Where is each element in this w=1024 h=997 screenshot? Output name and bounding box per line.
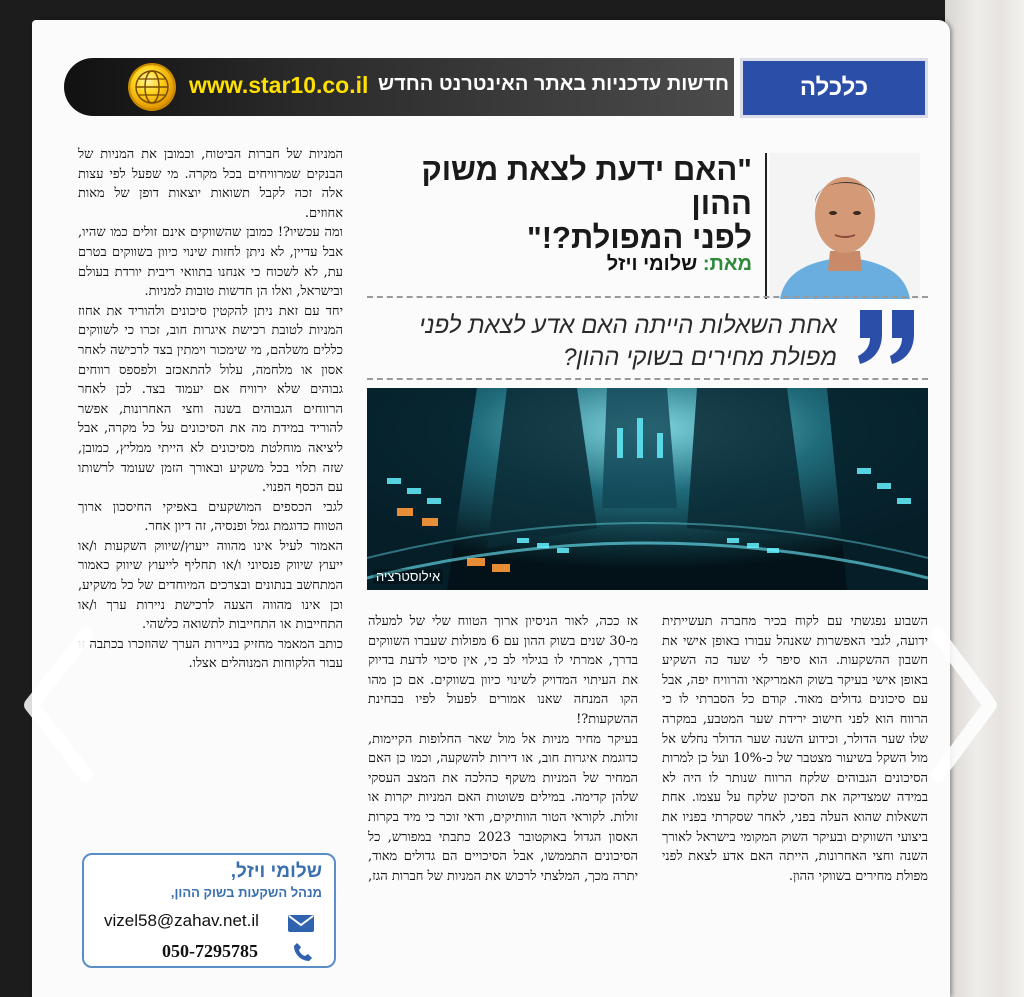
site-banner[interactable]: [64, 58, 734, 116]
envelope-icon: [288, 915, 314, 932]
phone-icon: [292, 941, 314, 963]
paragraph: לגבי הכספים המושקעים באפיקי החיסכון ארוך הטווח כדוגמת גמל ופנסיה, זה דיון אחר.: [78, 499, 343, 535]
divider: [367, 378, 928, 380]
divider: [367, 296, 928, 298]
byline-name: שלומי ויזל: [606, 253, 698, 275]
article-title: [382, 153, 752, 255]
author-contact-card: [82, 853, 336, 968]
paragraph: ומה עכשיו?! כמובן שהשווקים אינם זולים כמו שהיו, אבל עדיין, לא ניתן לחזות שינוי כיוון בשווקים בטרם עת, לא לשכוח כי אנחנו בתוואי ריבית יורדת בעולם ובישראל, ואלו הן חדשות טובות למניות.: [78, 225, 343, 300]
paragraph: האמור לעיל אינו מהווה ייעוץ/שיווק השקעות ו/או ייעוץ שיווק פנסיוני ו/או תחליף לייעוץ שיווק כאמור המתחשב בנתונים ובצרכים המיוחדים של כל משקיע, וכן אינו מהווה הצעה לרכישת ניירות ערך ו/או התחייבות או התחייבות לתשואה כלשהי.: [78, 538, 343, 633]
paragraph: בעיקר מחיר מניות אל מול שאר החלופות הקיימות, כדוגמת איגרות חוב, או דירות להשקעה, וכמו כן האם המחיר של המניות משקף כהלכה את המצב העסקי שלהן קדימה. במילים פשוטות האם המניות יקרות או זולות. לקוראי הטור הוותיקים, ודאי זוכר כי מיד בקרות האסון הגדול באוקטובר 2023 כתבתי במפורש, כל הסיכונים התממשו, אבל הסיכויים הם גדולים מאוד, יתרה מכך, המלצתי לרכוש את המניות של חברות הגז,: [368, 731, 638, 884]
pull-quote: אחת השאלות הייתה האם אדע לצאת לפני מפולת מחירים בשוקי ההון?: [418, 312, 837, 371]
title-line-2: לפני המפולת?!": [527, 220, 752, 255]
author-photo: [770, 153, 920, 299]
illustration-image: [367, 388, 928, 590]
paragraph: יחד עם זאת ניתן להקטין סיכונים ולהוריד את אחוז המניות לטובת רכישת איגרות חוב, זכרו כי לשווקים כללים משלהם, מי שימכור וימתין בצד לרכישה לאחר אסון או מלחמה, עלול להתאכזב ולפספס רווחים גבוהים שלא ירוויח אם יעמוד בצד. לכן לאחר הרווחים הגבוהים בשנה וחצי האחרונות, אפשר להוריד במידת מה את הסיכונים על כל מקרה, אבל ליציאה מוחלטת מסיכונים לא הייתי ממליץ, כמובן, שזה תלוי בכל משקיע ובאורך הזמן שעומד לרשותו עם הכסף הפנוי.: [78, 303, 343, 496]
paragraph: כותב המאמר מחזיק בניירות הערך שהוזכרו בכתבה זו עבור הלקוחות המנוהלים אצלו.: [78, 636, 343, 672]
globe-icon: [130, 65, 174, 109]
category-badge: [740, 58, 928, 118]
quote-mark-icon: [852, 306, 922, 366]
magazine-page: [32, 20, 950, 997]
article-column-2: [368, 612, 638, 886]
card-phone[interactable]: 050-7295785: [162, 941, 258, 961]
paragraph: השבוע נפגשתי עם לקוח בכיר מחברה תעשייתית ידועה, לגבי האפשרות שאנהל עבורו באופן אישי את חשבון ההשקעות. הוא סיפר לי שעד כה השקיע באופן אישי בעיקר בשוק האמריקאי והרוויח יפה, אבל עם סיכונים גדולים מאוד. קודם כל הסברתי לו כי הרווח הוא לפני חישוב ירידת שער המטבע, במקרה שלו שער הדולר, וכידוע השנה שער הדולר נחלש אל מול השקל בשיעור מצטבר של כ-10% ועל כן למרות הסיכונים הגבוהים שלקח הרווח שנותר לו היה לא במידה שמצדיקה את הסיכון שלקח על עצמו. אחת השאלות שהוא העלה בפני, לאחר שסקרתי בפניו את ביצועי השווקים ובעיקר השוק המקומי בישראל לאורך השנה וחצי האחרונות, הייתה האם אדע לצאת לפני מפולת מחירים בשווקי ההון.: [662, 614, 928, 884]
byline-label: מאת:: [702, 253, 752, 275]
title-line-1: "האם ידעת לצאת משוק ההון: [421, 152, 752, 221]
divider: [765, 153, 767, 299]
card-email[interactable]: vizel58@zahav.net.il: [104, 911, 259, 930]
paragraph: אז ככה, לאור הניסיון ארוך הטווח שלי של למעלה מ-30 שנים בשוק ההון עם 6 מפולות שעברו השווקים בדרך, אמרתי לו בגילוי לב כי, אין סיכוי לדעת בדיוק את העיתוי המדויק לשינוי כיוון בשווקים. אם כן מהו הקו המנחה שאנו אמורים לפעול לפיו בבחינת ההשקעות?!: [368, 614, 638, 727]
previous-page-arrow[interactable]: [16, 625, 96, 785]
card-name: שלומי ויזל,: [230, 861, 322, 882]
paragraph: המניות של חברות הביטוח, וכמובן את המניות של הבנקים שמרוויחים בכל מקרה. מי שפעל לפי עצות אלה זכה לקבל תשואות יוצאות דופן של מאות אחוזים.: [78, 147, 343, 221]
card-role: מנהל השקעות בשוק ההון,: [170, 885, 322, 900]
banner-slogan: חדשות עדכניות באתר האינטרנט החדש: [378, 73, 729, 95]
article-column-1: [662, 612, 928, 886]
category-label: כלכלה: [799, 74, 869, 101]
next-page-arrow[interactable]: [928, 625, 1008, 785]
byline: [512, 253, 752, 276]
background-surface: [945, 0, 1024, 997]
image-caption: אילוסטרציה: [373, 569, 443, 584]
website-url[interactable]: www.star10.co.il: [189, 72, 369, 98]
article-column-3: [78, 145, 343, 674]
